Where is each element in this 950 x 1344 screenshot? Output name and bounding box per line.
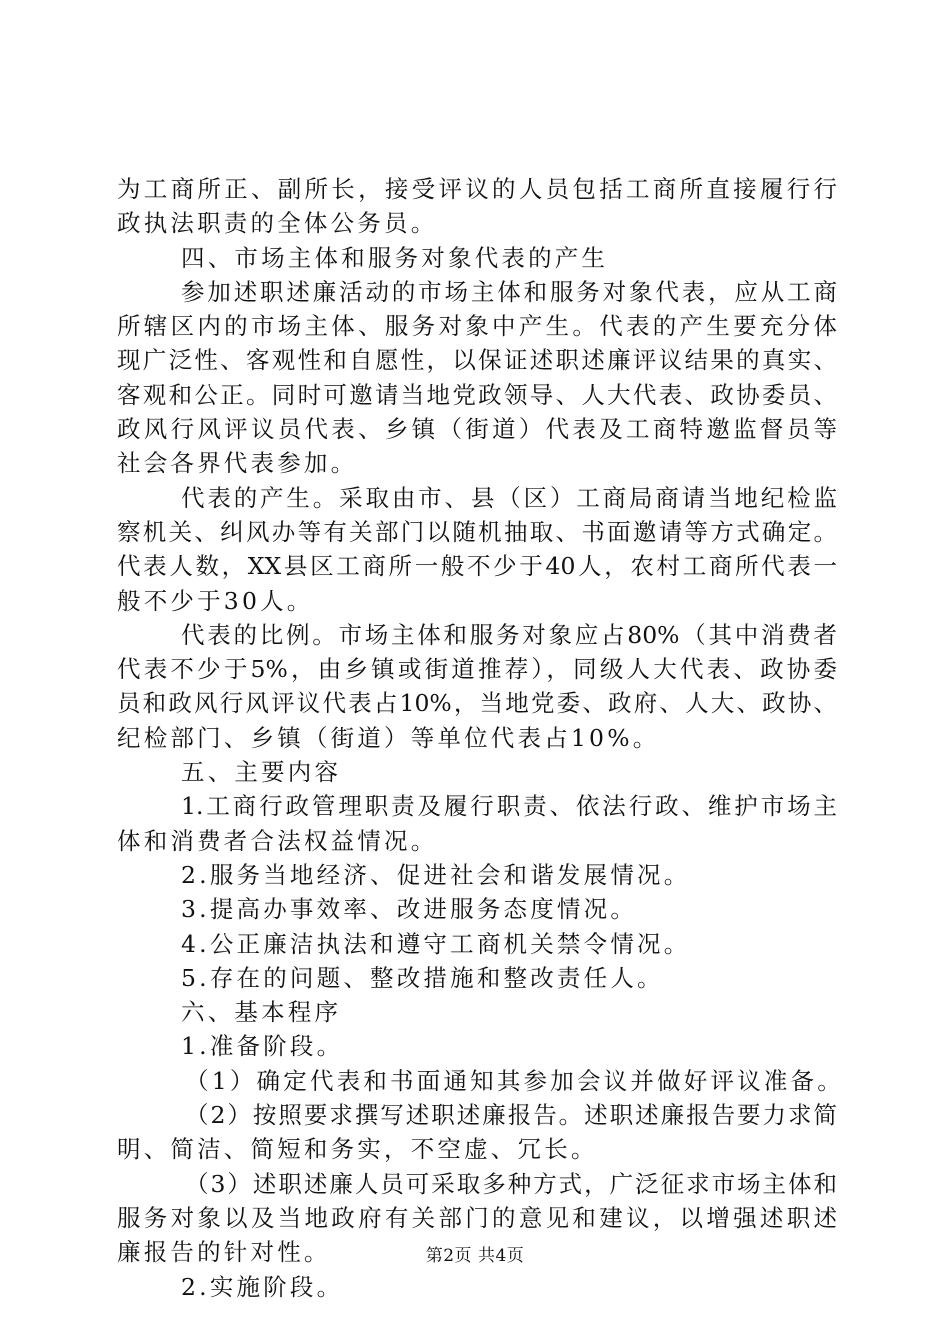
text-line: 般不少于30人。 bbox=[117, 586, 314, 615]
text-line: 代表不少于5%，由乡镇或街道推荐），同级人大代表、政协委 bbox=[117, 655, 837, 684]
text-line: 明、简洁、简短和务实，不空虚、冗长。 bbox=[117, 1135, 598, 1164]
page-footer: 第2页 共4页 bbox=[425, 1246, 525, 1266]
text-line: 廉报告的针对性。 bbox=[117, 1238, 331, 1267]
text-line: 体和消费者合法权益情况。 bbox=[117, 826, 438, 855]
text-line: 五、主要内容 bbox=[181, 758, 342, 787]
text-line: 员和政风行风评议代表占10%，当地党委、政府、人大、政协、 bbox=[117, 689, 837, 718]
text-line: 政风行风评议员代表、乡镇（街道）代表及工商特邀监督员等 bbox=[117, 415, 837, 444]
text-line: 代表的比例。市场主体和服务对象应占80%（其中消费者 bbox=[181, 620, 837, 649]
text-line: 客观和公正。同时可邀请当地党政领导、人大代表、政协委员、 bbox=[117, 380, 837, 409]
text-line: 参加述职述廉活动的市场主体和服务对象代表，应从工商 bbox=[181, 277, 837, 306]
document-body bbox=[117, 172, 844, 1304]
text-line: 察机关、纠风办等有关部门以随机抽取、书面邀请等方式确定。 bbox=[117, 517, 837, 546]
text-line: 社会各界代表参加。 bbox=[117, 449, 358, 478]
text-line: 政执法职责的全体公务员。 bbox=[117, 209, 438, 238]
text-line: 为工商所正、副所长，接受评议的人员包括工商所直接履行行 bbox=[117, 175, 837, 203]
text-line: （1）确定代表和书面通知其参加会议并做好评议准备。 bbox=[185, 1066, 844, 1095]
text-line: （2）按照要求撰写述职述廉报告。述职述廉报告要力求简 bbox=[185, 1101, 837, 1130]
text-line: 4.公正廉洁执法和遵守工商机关禁令情况。 bbox=[181, 929, 691, 958]
text-line: 纪检部门、乡镇（街道）等单位代表占10%。 bbox=[117, 723, 660, 752]
text-line: 所辖区内的市场主体、服务对象中产生。代表的产生要充分体 bbox=[117, 312, 837, 341]
text-line: 5.存在的问题、整改措施和整改责任人。 bbox=[181, 963, 664, 992]
text-line: 服务对象以及当地政府有关部门的意见和建议，以增强述职述 bbox=[117, 1203, 837, 1232]
text-line: 代表人数，XX县区工商所一般不少于40人，农村工商所代表一 bbox=[117, 552, 837, 581]
text-line: 现广泛性、客观性和自愿性，以保证述职述廉评议结果的真实、 bbox=[117, 346, 837, 375]
text-line: 六、基本程序 bbox=[181, 998, 342, 1027]
text-line: （3）述职述廉人员可采取多种方式，广泛征求市场主体和 bbox=[185, 1169, 837, 1198]
text-line: 1.工商行政管理职责及履行职责、依法行政、维护市场主 bbox=[181, 792, 837, 821]
text-line: 3.提高办事效率、改进服务态度情况。 bbox=[181, 895, 638, 924]
text-line: 四、市场主体和服务对象代表的产生 bbox=[181, 243, 609, 272]
text-line: 1.准备阶段。 bbox=[181, 1032, 344, 1061]
text-line: 2.服务当地经济、促进社会和谐发展情况。 bbox=[181, 860, 691, 889]
text-line: 2.实施阶段。 bbox=[181, 1272, 344, 1301]
text-line: 代表的产生。采取由市、县（区）工商局商请当地纪检监 bbox=[181, 483, 837, 512]
